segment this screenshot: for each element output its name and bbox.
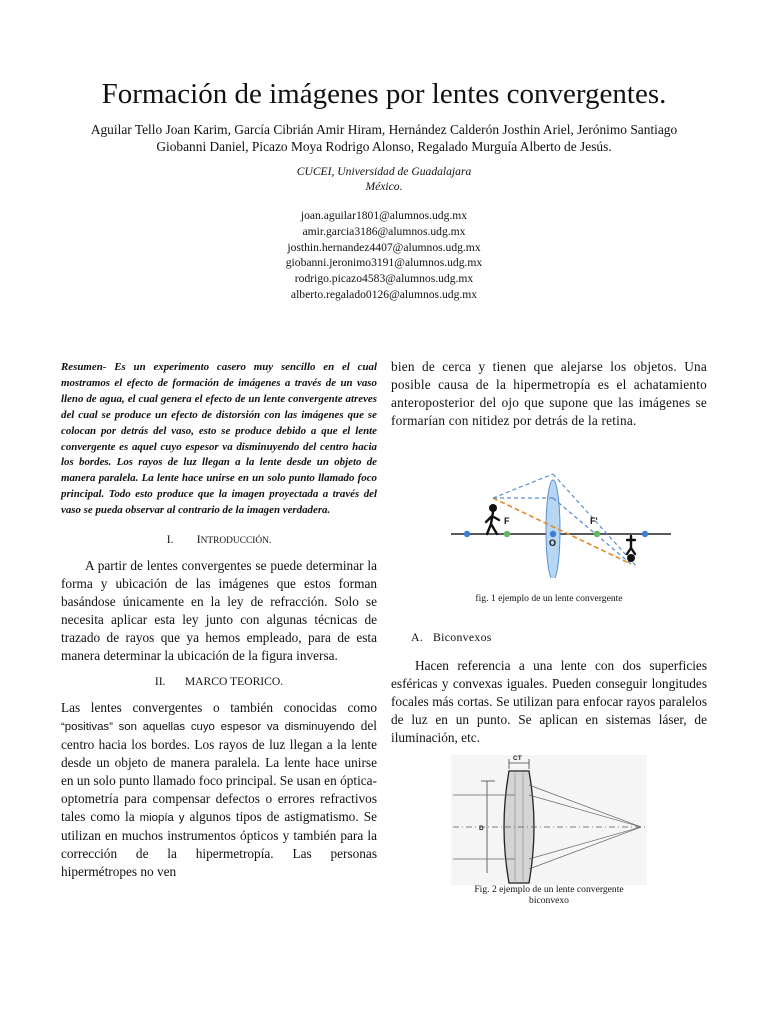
text-run: algunos tipos de astigmatismo. Se utilizan en muchos instrumentos ópticos y también para la corrección de la hipermetropía. Las personas hipermétropes no ven (61, 809, 377, 880)
focus-label-left: F (504, 516, 510, 526)
text-run-sans: “positivas” son aquellas cuyo espesor va disminuyendo (61, 721, 355, 734)
diameter-label: D (479, 825, 484, 832)
affiliation-line-1: CUCEI, Universidad de Guadalajara (296, 165, 472, 178)
convex-lens (546, 480, 560, 578)
figure-1-ray-diagram (391, 468, 707, 578)
biconvexos-paragraph: Hacen referencia a una lente con dos superficies esféricas y convexas iguales. Pueden conseguir longitudes focales más cortas. Se utilizan para enfocar rayos paralelos de luz en un punto. Se aplican en sistemas láser, de iluminación, etc. (391, 658, 707, 745)
section-title: MARCO TEORICO. (184, 675, 284, 689)
focal-ray (493, 474, 553, 498)
focus-point-right (594, 531, 600, 537)
introduccion-paragraph: A partir de lentes convergentes se puede determinar la forma y ubicación de las imágenes que estos forman basándose únicamente en la ley de refracción. Solo se necesita aplicar esta ley junto con algunas técnicas de trazado de rayos que ya hemos empleado, para de esta manera determinar la ubicación de la figura inversa. (61, 558, 377, 664)
subsection-label: A. (411, 630, 424, 644)
section-title-rest: NTRODUCCIÓN. (200, 536, 272, 547)
authors-line-2: Giobanni Daniel, Picazo Moya Rodrigo Alonso, Regalado Murguía Alberto de Jesús. (156, 139, 612, 154)
continued-paragraph: bien de cerca y tienen que alejarse los objetos. Una posible causa de la hipermetropía es el achatamiento anteroposterior del ojo que supone que las imágenes se formarían con nitidez por detrás de la retina. (391, 359, 707, 428)
affiliation-line-2: México. (365, 180, 403, 193)
marco-teorico-paragraph (61, 699, 377, 881)
email: josthin.hernandez4407@alumnos.udg.mx (287, 240, 481, 254)
author-list (70, 121, 698, 155)
focus-point-left (504, 531, 510, 537)
email: giobanni.jeronimo3191@alumnos.udg.mx (285, 256, 483, 270)
paper-title: Formación de imágenes por lentes convergentes. (101, 78, 667, 110)
section-heading-introduccion (61, 533, 377, 546)
figure-2-caption-line-2: biconvexo (529, 895, 569, 906)
axis-point (642, 531, 648, 537)
lens-center-point (550, 531, 556, 537)
figure-1-caption: fig. 1 ejemplo de un lente convergente (475, 593, 623, 604)
left-column (61, 360, 377, 881)
figure-2-caption (391, 884, 707, 906)
center-label: O (549, 538, 557, 548)
email: rodrigo.picazo4583@alumnos.udg.mx (294, 272, 474, 286)
email: joan.aguilar1801@alumnos.udg.mx (300, 209, 468, 222)
image-head (627, 554, 635, 562)
text-run: Las lentes convergentes o también conocidas como (61, 700, 377, 716)
right-column (391, 358, 707, 906)
subsection-title: Biconvexos (433, 630, 492, 644)
focus-label-right: F' (590, 516, 598, 526)
abstract: Resumen- Es un experimento casero muy sencillo en el cual mostramos el efecto de formación de imágenes a través de un vaso lleno de agua, el cual genera el efecto de un lente convergente atreves del cual se produce un efecto de distorsión con las imágenes que se colocan por detrás del vaso, esto se produce debido a que el lente convergente es aquel cuyo espesor va disminuyendo del centro hacia los bordes. Los rayos de luz llegan a la lente desde un objeto de manera paralela. La lente hace unirse en un solo punto llamado foco principal. Todo esto produce que la imagen proyectada a través del vaso se pueda observar al contrario de la imagen verdadera. (61, 361, 377, 517)
section-number: II. (154, 675, 166, 689)
text-run-sans: miopía y (139, 812, 185, 825)
affiliation (0, 164, 768, 194)
thickness-label: CT (513, 755, 522, 762)
section-number: I. (166, 533, 174, 547)
figure-2-biconvex-lens (391, 755, 707, 885)
authors-line-1: Aguilar Tello Joan Karim, García Cibrián Amir Hiram, Hernández Calderón Josthin Ariel, Jerónimo Santiago (90, 122, 678, 137)
image-inverted-icon (627, 536, 635, 554)
email-list (0, 208, 768, 303)
text-run: del centro hacia los bordes. Los rayos de luz llegan a la lente desde un objeto de manera paralela. La lente hace unirse en un solo punto llamado foco principal. Se usan en óptica-optometría para compensar defectos o errores refractivos tales como la (61, 718, 377, 825)
refracted-ray (553, 498, 631, 564)
figure-2-caption-line-1: Fig. 2 ejemplo de un lente convergente (474, 884, 624, 895)
central-ray (493, 498, 631, 564)
object-head (489, 504, 497, 512)
object-person-icon (486, 512, 499, 534)
email: amir.garcia3186@alumnos.udg.mx (302, 224, 466, 238)
section-title-initial: I (196, 533, 201, 547)
email: alberto.regalado0126@alumnos.udg.mx (290, 287, 478, 301)
subsection-heading-biconvexos (391, 630, 707, 645)
axis-point (464, 531, 470, 537)
section-heading-marco-teorico (61, 675, 377, 688)
